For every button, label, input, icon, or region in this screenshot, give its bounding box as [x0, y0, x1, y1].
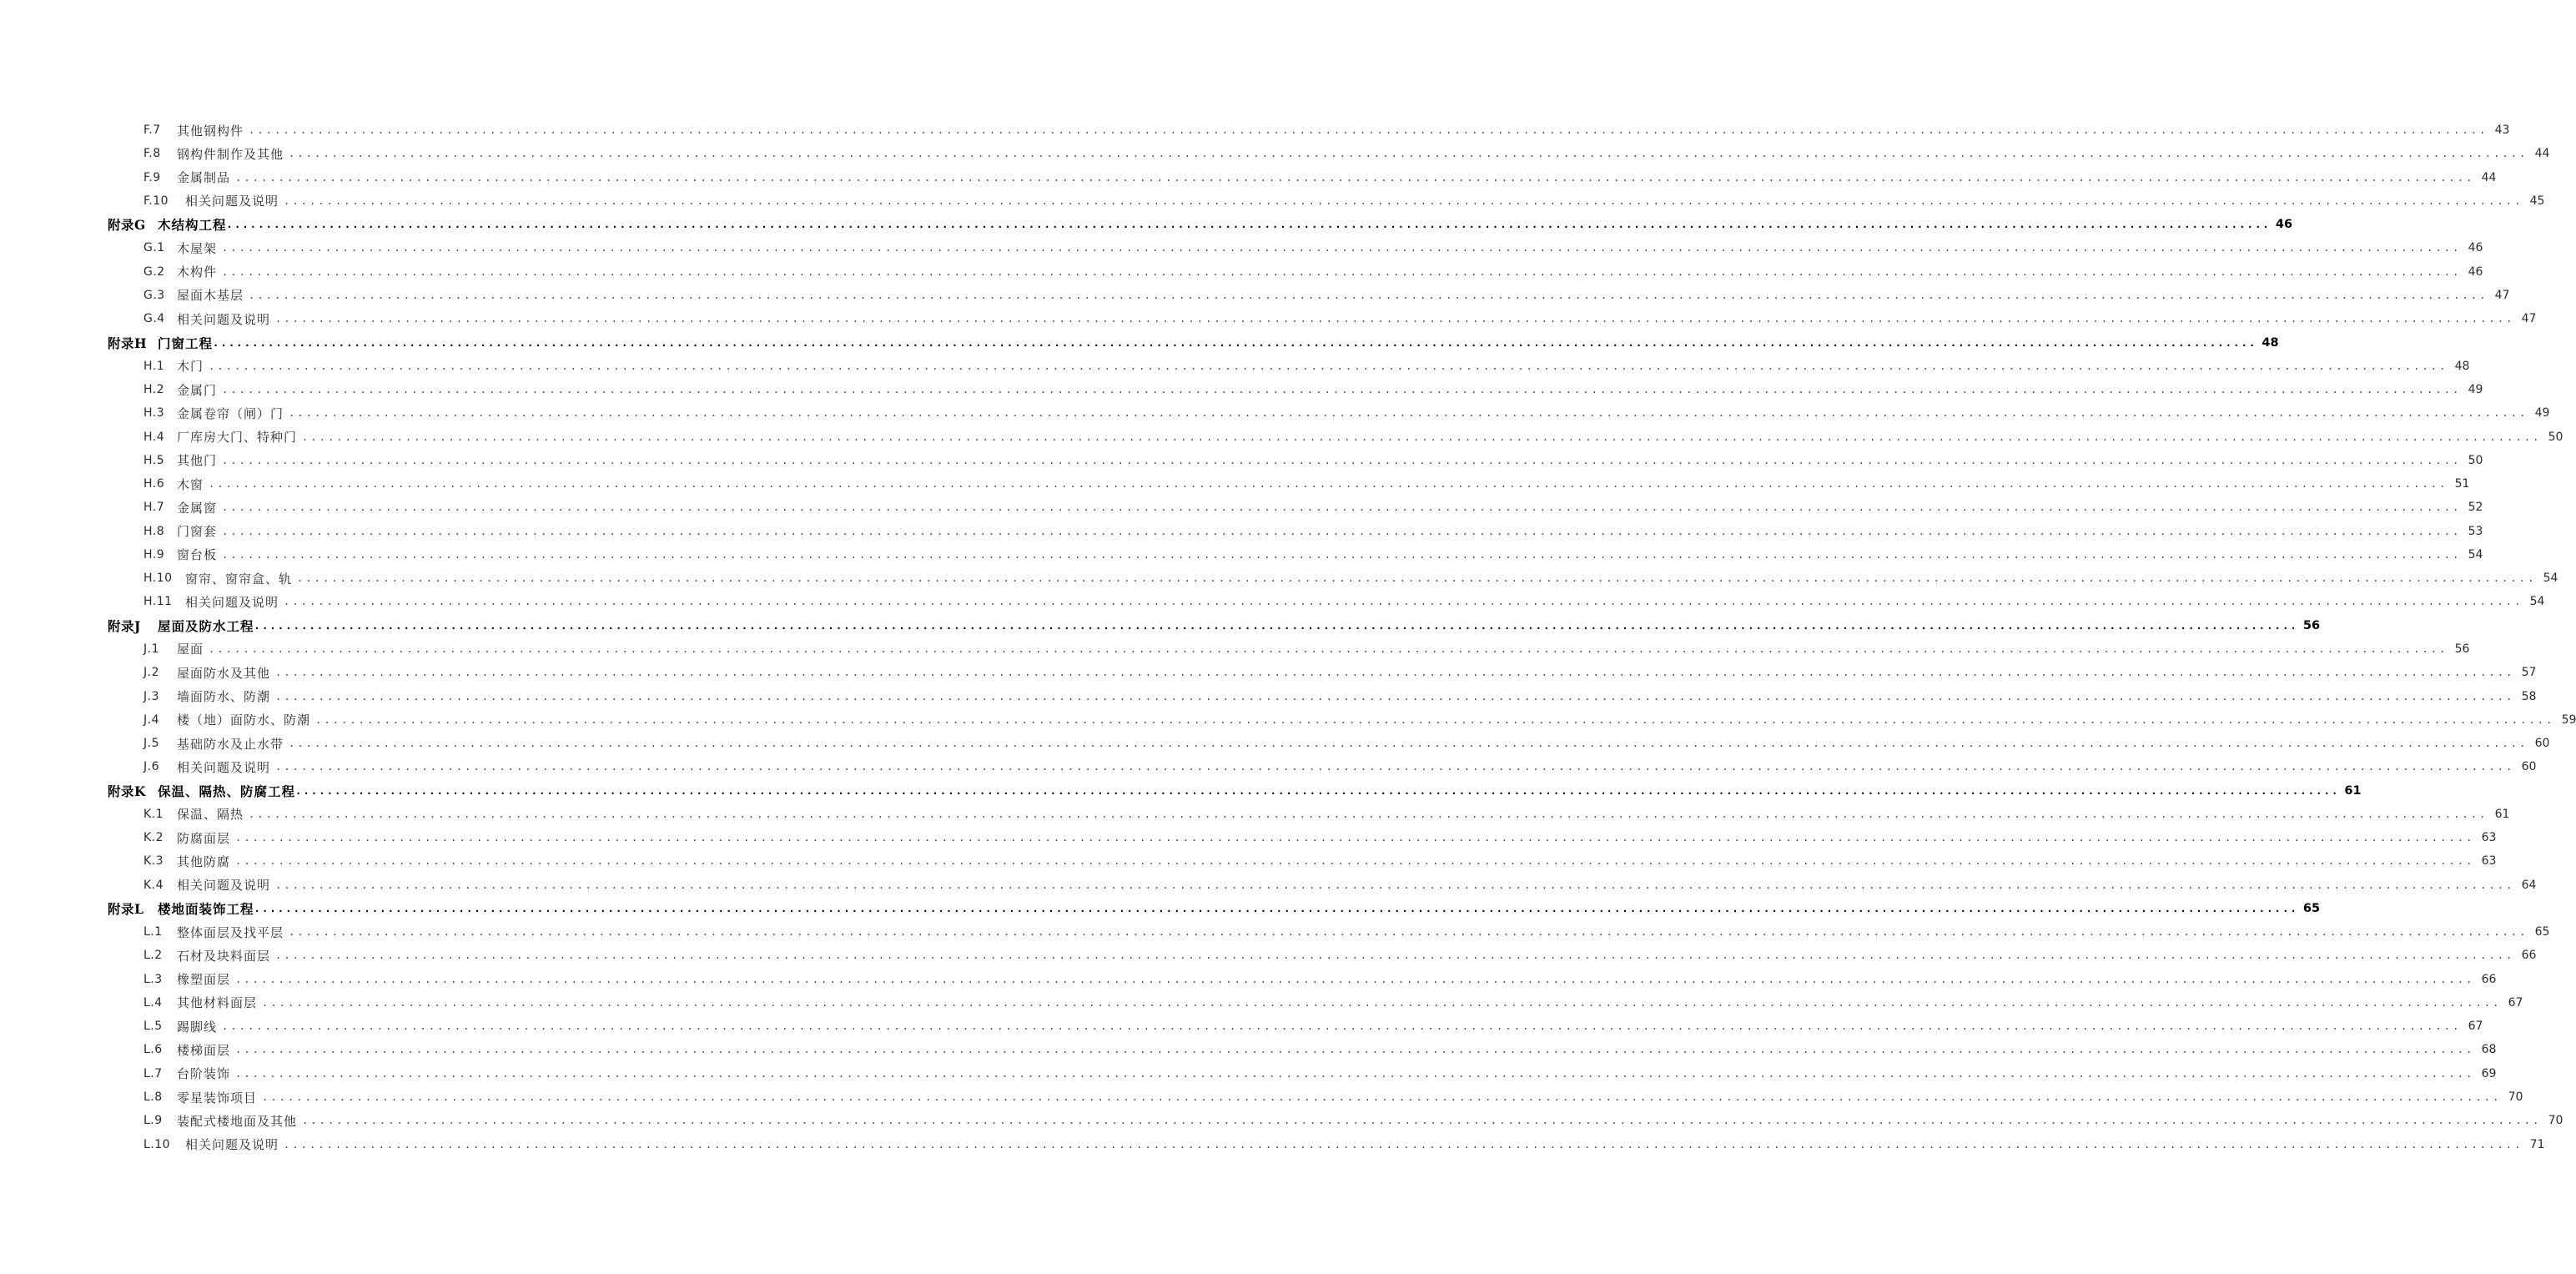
toc-chapter-row[interactable] [0, 213, 2293, 236]
toc-dot-leader: .................................................................................................................................................................................................................................................................... [289, 407, 2528, 420]
toc-entry-number: G.3 [143, 288, 165, 302]
toc-entry-title: 门窗套 [177, 524, 218, 540]
toc-section-row[interactable] [0, 732, 2550, 755]
toc-page-number: 50 [2468, 453, 2483, 467]
toc-entry-title: 相关问题及说明 [185, 594, 279, 610]
toc-entry-title: 台阶装饰 [177, 1066, 231, 1082]
toc-section-row[interactable] [0, 920, 2550, 944]
toc-entry-title: 其他防腐 [177, 854, 231, 869]
toc-dot-leader: .................................................................................................................................................................................................................................................................... [289, 926, 2528, 939]
toc-dot-leader: .................................................................................................................................................................................................................................................................... [209, 360, 2448, 372]
toc-dot-leader: .................................................................................................................................................................................................................................................................... [275, 761, 2515, 773]
toc-entry-number: J.5 [143, 737, 159, 751]
toc-section-row[interactable] [0, 567, 2558, 590]
toc-page-number: 51 [2454, 477, 2470, 491]
toc-dot-leader: .................................................................................................................................................................................................................................................................... [222, 1020, 2462, 1033]
toc-dot-leader: .................................................................................................................................................................................................................................................................... [209, 642, 2448, 655]
toc-entry-title: 相关问题及说明 [185, 194, 279, 209]
toc-entry-number: H.3 [143, 406, 165, 420]
toc-dot-leader: .................................................................................................................................................................................................................................................................... [235, 832, 2475, 844]
toc-page-number: 44 [2481, 170, 2497, 184]
toc-entry-title: 屋面防水及其他 [177, 665, 271, 681]
toc-entry-number: H.5 [143, 453, 165, 467]
toc-section-row[interactable] [0, 1132, 2545, 1156]
toc-dot-leader: .................................................................................................................................................................................................................................................................... [235, 855, 2475, 868]
toc-entry-number: K.1 [143, 807, 164, 821]
toc-section-row[interactable] [0, 944, 2537, 967]
toc-section-row[interactable] [0, 142, 2550, 165]
toc-entry-number: H.11 [143, 595, 173, 609]
toc-entry-title: 楼（地）面防水、防潮 [177, 713, 311, 728]
toc-page-number: 47 [2494, 288, 2510, 302]
toc-page-number: 58 [2521, 689, 2537, 703]
toc-entry-number: L.8 [143, 1090, 163, 1105]
toc-entry-number: K.3 [143, 854, 164, 869]
toc-section-row[interactable] [0, 874, 2537, 897]
toc-section-row[interactable] [0, 236, 2483, 259]
toc-section-row[interactable] [0, 401, 2550, 425]
toc-section-row[interactable] [0, 449, 2483, 472]
toc-page-number: 52 [2468, 501, 2483, 515]
toc-dot-leader: .................................................................................................................................................................................................................................................................... [222, 454, 2462, 466]
toc-section-row[interactable] [0, 684, 2537, 707]
toc-dot-leader: .................................................................................................................................................................................................................................................................... [235, 1067, 2475, 1080]
toc-dot-leader: .................................................................................................................................................................................................................................................................... [213, 336, 2257, 349]
toc-entry-number: H.6 [143, 477, 165, 491]
toc-page-number: 45 [2529, 194, 2545, 208]
toc-section-row[interactable] [0, 1085, 2523, 1109]
toc-entry-number: K.4 [143, 878, 164, 892]
toc-dot-leader: .................................................................................................................................................................................................................................................................... [284, 596, 2523, 608]
toc-entry-title: 踢脚线 [177, 1019, 218, 1035]
table-of-contents [0, 118, 2576, 1156]
toc-entry-title: 钢构件制作及其他 [177, 146, 284, 162]
toc-section-row[interactable] [0, 803, 2510, 826]
toc-entry-title: 相关问题及说明 [177, 311, 271, 327]
toc-entry-number: L.6 [143, 1043, 163, 1057]
toc-entry-title: 门窗工程 [158, 335, 214, 351]
toc-entry-number: J.2 [143, 666, 159, 680]
toc-page-number: 48 [2454, 359, 2470, 373]
toc-page-number: 44 [2534, 147, 2550, 161]
toc-dot-leader: .................................................................................................................................................................................................................................................................... [289, 738, 2528, 750]
toc-chapter-row[interactable] [0, 778, 2362, 802]
toc-entry-number: L.7 [143, 1066, 163, 1080]
toc-entry-title: 楼地面装饰工程 [158, 900, 254, 917]
toc-entry-number: L.5 [143, 1020, 163, 1034]
toc-page-number: 43 [2494, 123, 2510, 138]
toc-page-number: 53 [2468, 524, 2483, 538]
toc-entry-number: H.4 [143, 430, 165, 444]
toc-section-row[interactable] [0, 1015, 2483, 1038]
toc-section-row[interactable] [0, 968, 2497, 991]
toc-page-number: 65 [2534, 925, 2550, 939]
toc-entry-title: 装配式楼地面及其他 [177, 1113, 298, 1129]
toc-section-row[interactable] [0, 284, 2510, 307]
toc-entry-number: 附录J [108, 617, 141, 634]
toc-dot-leader: .................................................................................................................................................................................................................................................................... [275, 879, 2515, 891]
toc-section-row[interactable] [0, 260, 2483, 284]
toc-dot-leader: .................................................................................................................................................................................................................................................................... [222, 242, 2462, 254]
toc-page-number: 48 [2262, 335, 2279, 350]
toc-dot-leader: .................................................................................................................................................................................................................................................................... [295, 784, 2340, 797]
toc-dot-leader: .................................................................................................................................................................................................................................................................... [235, 171, 2475, 184]
toc-section-row[interactable] [0, 189, 2545, 213]
toc-entry-title: 墙面防水、防潮 [177, 689, 271, 704]
toc-page-number: 70 [2548, 1114, 2563, 1128]
toc-section-row[interactable] [0, 520, 2483, 543]
toc-page-number: 67 [2468, 1020, 2483, 1034]
toc-entry-title: 其他材料面层 [177, 995, 258, 1011]
toc-entry-title: 木构件 [177, 264, 218, 280]
toc-page-number: 46 [2468, 264, 2483, 279]
toc-entry-title: 零星装饰项目 [177, 1090, 258, 1105]
toc-page-number: 65 [2302, 901, 2321, 915]
toc-page-number: 61 [2344, 783, 2362, 798]
toc-dot-leader: .................................................................................................................................................................................................................................................................... [302, 1115, 2542, 1127]
toc-entry-number: G.4 [143, 312, 165, 326]
toc-entry-number: F.8 [143, 147, 161, 161]
toc-entry-title: 相关问题及说明 [177, 759, 271, 775]
toc-entry-title: 木窗 [177, 476, 204, 492]
toc-page-number: 60 [2521, 760, 2537, 774]
toc-page-number: 63 [2481, 831, 2497, 845]
toc-entry-title: 保温、隔热、防腐工程 [158, 783, 296, 799]
toc-entry-number: G.2 [143, 264, 165, 279]
toc-page-number: 66 [2521, 949, 2537, 963]
toc-entry-number: L.4 [143, 995, 163, 1010]
toc-dot-leader: .................................................................................................................................................................................................................................................................... [222, 525, 2462, 537]
toc-page-number: 46 [2468, 241, 2483, 255]
toc-section-row[interactable] [0, 590, 2545, 613]
toc-dot-leader: .................................................................................................................................................................................................................................................................... [249, 808, 2488, 820]
toc-entry-number: 附录H [108, 335, 148, 351]
toc-entry-title: 厂库房大门、特种门 [177, 430, 298, 446]
toc-section-row[interactable] [0, 472, 2470, 496]
toc-entry-number: J.4 [143, 713, 159, 727]
toc-entry-number: J.6 [143, 760, 159, 774]
toc-chapter-row[interactable] [0, 614, 2321, 637]
toc-dot-leader: .................................................................................................................................................................................................................................................................... [262, 1091, 2502, 1104]
toc-section-row[interactable] [0, 661, 2537, 684]
toc-page-number: 67 [2508, 995, 2523, 1010]
toc-section-row[interactable] [0, 755, 2537, 778]
toc-entry-number: J.3 [143, 689, 159, 703]
toc-entry-number: 附录K [108, 783, 146, 799]
toc-dot-leader: .................................................................................................................................................................................................................................................................... [209, 478, 2448, 491]
toc-page-number: 69 [2481, 1066, 2497, 1080]
toc-section-row[interactable] [0, 991, 2523, 1015]
toc-entry-number: J.1 [143, 642, 159, 656]
toc-entry-title: 相关问题及说明 [177, 878, 271, 894]
toc-entry-number: 附录L [108, 900, 144, 917]
toc-dot-leader: .................................................................................................................................................................................................................................................................... [226, 219, 2271, 231]
toc-dot-leader: .................................................................................................................................................................................................................................................................... [222, 548, 2462, 561]
toc-section-row[interactable] [0, 1062, 2497, 1085]
toc-entry-title: 屋面木基层 [177, 288, 244, 304]
toc-page-number: 50 [2548, 430, 2563, 444]
toc-dot-leader: .................................................................................................................................................................................................................................................................... [249, 289, 2488, 301]
toc-entry-number: L.2 [143, 949, 163, 963]
toc-section-row[interactable] [0, 708, 2576, 732]
toc-entry-title: 其他门 [177, 453, 218, 469]
toc-dot-leader: .................................................................................................................................................................................................................................................................... [289, 148, 2528, 160]
toc-dot-leader: .................................................................................................................................................................................................................................................................... [297, 572, 2537, 585]
toc-page-number: 60 [2534, 737, 2550, 751]
toc-entry-number: H.1 [143, 359, 165, 373]
toc-entry-title: 金属卷帘（闸）门 [177, 405, 284, 421]
toc-section-row[interactable] [0, 118, 2510, 142]
toc-page-number: 47 [2521, 312, 2537, 326]
toc-section-row[interactable] [0, 637, 2470, 661]
toc-entry-title: 金属窗 [177, 500, 218, 516]
toc-entry-number: G.1 [143, 241, 165, 255]
toc-entry-number: L.9 [143, 1114, 163, 1128]
toc-entry-title: 石材及块料面层 [177, 948, 271, 964]
toc-entry-number: H.9 [143, 547, 165, 561]
toc-section-row[interactable] [0, 425, 2563, 448]
toc-page-number: 59 [2561, 713, 2576, 727]
toc-section-row[interactable] [0, 1109, 2563, 1132]
toc-dot-leader: .................................................................................................................................................................................................................................................................... [235, 1044, 2475, 1056]
toc-dot-leader: .................................................................................................................................................................................................................................................................... [254, 619, 2298, 632]
toc-section-row[interactable] [0, 849, 2497, 873]
toc-entry-title: 金属门 [177, 382, 218, 398]
toc-page-number: 70 [2508, 1090, 2523, 1105]
toc-entry-title: 整体面层及找平层 [177, 924, 284, 940]
toc-page-number: 46 [2275, 218, 2293, 232]
toc-entry-title: 橡塑面层 [177, 972, 231, 988]
toc-entry-number: F.10 [143, 194, 169, 208]
toc-page-number: 57 [2521, 666, 2537, 680]
toc-entry-number: F.9 [143, 170, 161, 184]
toc-dot-leader: .................................................................................................................................................................................................................................................................... [302, 431, 2542, 443]
toc-section-row[interactable] [0, 496, 2483, 519]
toc-entry-number: H.7 [143, 501, 165, 515]
toc-page-number: 54 [2543, 572, 2558, 586]
toc-entry-title: 窗台板 [177, 547, 218, 563]
toc-entry-title: 木屋架 [177, 240, 218, 256]
toc-entry-title: 金属制品 [177, 170, 231, 186]
toc-page-number: 63 [2481, 854, 2497, 869]
toc-page-number: 49 [2534, 406, 2550, 420]
toc-entry-number: L.10 [143, 1137, 171, 1151]
toc-dot-leader: .................................................................................................................................................................................................................................................................... [275, 690, 2515, 702]
toc-entry-title: 屋面及防水工程 [158, 617, 254, 634]
toc-page-number: 56 [2302, 618, 2321, 632]
toc-chapter-row[interactable] [0, 897, 2321, 920]
toc-dot-leader: .................................................................................................................................................................................................................................................................... [284, 1138, 2523, 1151]
toc-section-row[interactable] [0, 307, 2537, 330]
toc-section-row[interactable] [0, 543, 2483, 567]
toc-dot-leader: .................................................................................................................................................................................................................................................................... [222, 501, 2462, 514]
toc-dot-leader: .................................................................................................................................................................................................................................................................... [284, 194, 2523, 207]
toc-dot-leader: .................................................................................................................................................................................................................................................................... [262, 996, 2502, 1009]
toc-dot-leader: .................................................................................................................................................................................................................................................................... [249, 124, 2488, 137]
toc-entry-title: 屋面 [177, 642, 204, 657]
toc-entry-number: H.8 [143, 524, 165, 538]
toc-section-row[interactable] [0, 1038, 2497, 1061]
toc-entry-title: 木门 [177, 359, 204, 375]
toc-page-number: 66 [2481, 972, 2497, 986]
toc-section-row[interactable] [0, 355, 2470, 378]
toc-section-row[interactable] [0, 166, 2497, 189]
toc-entry-title: 防腐面层 [177, 830, 231, 846]
toc-page-number: 49 [2468, 383, 2483, 397]
toc-page-number: 54 [2529, 595, 2545, 609]
toc-dot-leader: .................................................................................................................................................................................................................................................................... [315, 713, 2555, 726]
toc-entry-number: L.3 [143, 972, 163, 986]
toc-entry-title: 其他钢构件 [177, 123, 244, 138]
toc-entry-number: K.2 [143, 831, 164, 845]
toc-section-row[interactable] [0, 378, 2483, 401]
toc-entry-title: 保温、隔热 [177, 807, 244, 823]
toc-entry-title: 木结构工程 [158, 217, 227, 234]
toc-dot-leader: .................................................................................................................................................................................................................................................................... [275, 949, 2515, 962]
toc-page-number: 56 [2454, 642, 2470, 656]
toc-page-number: 64 [2521, 878, 2537, 892]
toc-entry-number: H.2 [143, 383, 165, 397]
toc-dot-leader: .................................................................................................................................................................................................................................................................... [275, 667, 2515, 679]
toc-section-row[interactable] [0, 826, 2497, 849]
toc-dot-leader: .................................................................................................................................................................................................................................................................... [222, 265, 2462, 278]
toc-chapter-row[interactable] [0, 330, 2279, 354]
toc-page-number: 71 [2529, 1137, 2545, 1151]
toc-dot-leader: .................................................................................................................................................................................................................................................................... [235, 973, 2475, 985]
toc-dot-leader: .................................................................................................................................................................................................................................................................... [254, 902, 2298, 914]
toc-page-number: 61 [2494, 807, 2510, 821]
toc-entry-title: 楼梯面层 [177, 1042, 231, 1058]
toc-entry-number: L.1 [143, 925, 163, 939]
toc-entry-title: 窗帘、窗帘盒、轨 [185, 571, 293, 587]
toc-entry-number: H.10 [143, 572, 173, 586]
toc-entry-title: 基础防水及止水带 [177, 736, 284, 752]
toc-entry-number: F.7 [143, 123, 161, 138]
toc-entry-title: 相关问题及说明 [185, 1137, 279, 1153]
toc-dot-leader: .................................................................................................................................................................................................................................................................... [275, 313, 2515, 325]
toc-page-number: 68 [2481, 1043, 2497, 1057]
toc-entry-number: 附录G [108, 217, 146, 234]
toc-page-number: 54 [2468, 547, 2483, 561]
toc-dot-leader: .................................................................................................................................................................................................................................................................... [222, 384, 2462, 396]
